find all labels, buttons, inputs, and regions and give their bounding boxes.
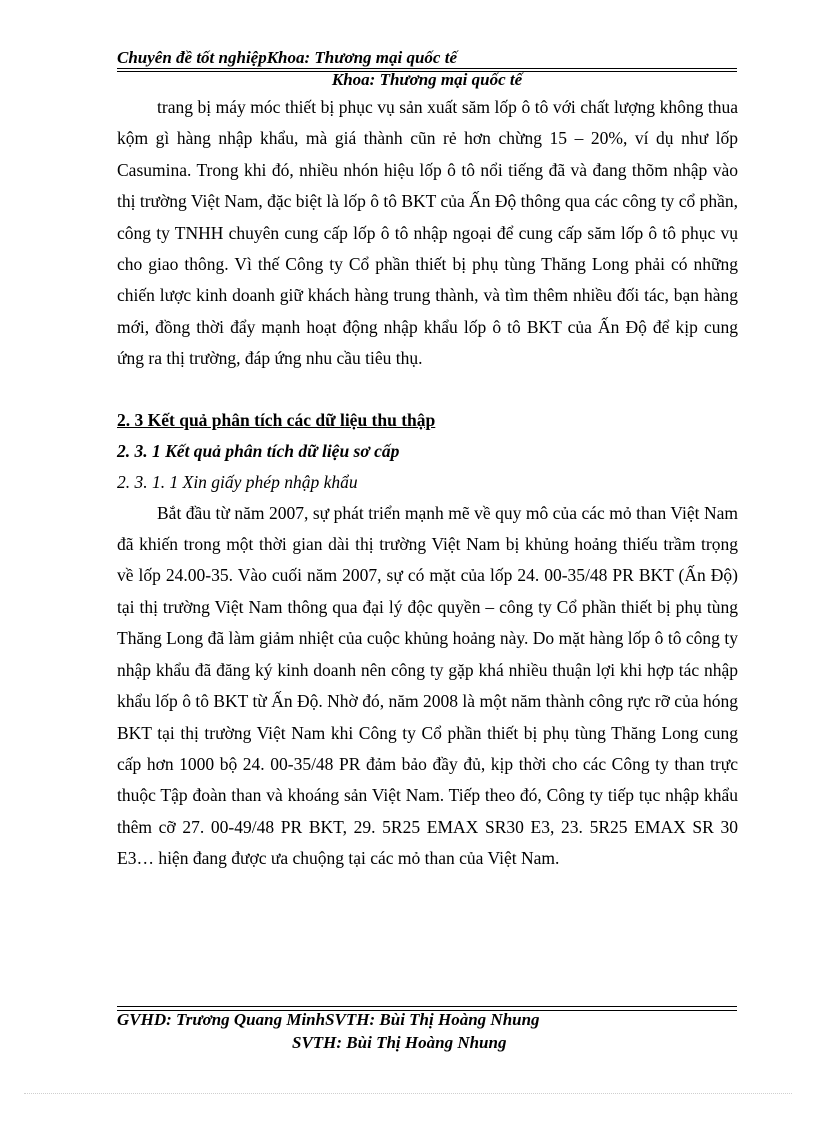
header-title: Chuyên đề tốt nghiệpKhoa: Thương mại quốc tế	[117, 48, 457, 67]
document-body	[117, 92, 738, 875]
section-heading: 2. 3 Kết quả phân tích các dữ liệu thu thập	[117, 409, 436, 430]
header-rule-top	[117, 68, 737, 69]
paragraph-import-license: Bắt đầu từ năm 2007, sự phát triển mạnh mẽ về quy mô của các mỏ than Việt Nam đã khiến trong một thời gian dài thị trường Việt Nam bị khủng hoảng thiếu trầm trọng về lốp 24.00-35. Vào cuối năm 2007, sự có mặt của lốp 24. 00-35/48 PR BKT (Ấn Độ) tại thị trường Việt Nam thông qua đại lý độc quyền – công ty Cổ phần thiết bị phụ tùng Thăng Long đã làm giảm nhiệt của cuộc khủng hoảng này. Do mặt hàng lốp ô tô công ty nhập khẩu đã đăng ký kinh doanh nên công ty gặp khá nhiều thuận lợi khi hợp tác nhập khẩu lốp ô tô BKT từ Ấn Độ. Nhờ đó, năm 2008 là một năm thành công rực rỡ của hóng BKT tại thị trường Việt Nam khi Công ty Cổ phần thiết bị phụ tùng Thăng Long cung cấp hơn 1000 bộ 24. 00-35/48 PR đảm bảo đầy đủ, kịp thời cho các Công ty than trực thuộc Tập đoàn than và khoáng sản Việt Nam. Tiếp theo đó, Công ty tiếp tục nhập khẩu thêm cỡ 27. 00-49/48 PR BKT, 29. 5R25 EMAX SR30 E3, 23. 5R25 EMAX SR 30 E3… hiện đang được ưa chuộng tại các mỏ than của Việt Nam.	[117, 502, 738, 869]
header-department: Khoa: Thương mại quốc tế	[331, 70, 523, 89]
footer-rule-top	[117, 1006, 737, 1007]
page-bottom-edge	[24, 1093, 792, 1094]
footer-student: SVTH: Bùi Thị Hoàng Nhung	[292, 1033, 507, 1052]
subsection-heading: 2. 3. 1 Kết quả phân tích dữ liệu sơ cấp	[117, 440, 400, 461]
section-gap	[117, 375, 738, 405]
paragraph-intro: trang bị máy móc thiết bị phục vụ sản xuất săm lốp ô tô với chất lượng không thua kộm gì hàng nhập khẩu, mà giá thành cũn rẻ hơn chừng 15 – 20%, ví dụ như lốp Casumina. Trong khi đó, nhiều nhón hiệu lốp ô tô nổi tiếng đã và đang thõm nhập vào thị trường Việt Nam, đặc biệt là lốp ô tô BKT của Ấn Độ thông qua các công ty cổ phần, công ty TNHH chuyên cung cấp lốp ô tô nhập ngoại để cung cấp săm lốp ô tô phục vụ cho giao thông. Vì thế Công ty Cổ phần thiết bị phụ tùng Thăng Long phải có những chiến lược kinh doanh giữ khách hàng trung thành, và tìm thêm nhiều đối tác, bạn hàng mới, đồng thời đẩy mạnh hoạt động nhập khẩu lốp ô tô BKT của Ấn Độ để kịp cung ứng ra thị trường, đáp ứng nhu cầu tiêu thụ.	[117, 97, 738, 369]
subsubsection-heading: 2. 3. 1. 1 Xin giấy phép nhập khẩu	[117, 471, 358, 492]
footer-advisor: GVHD: Trương Quang MinhSVTH: Bùi Thị Hoàng Nhung	[117, 1010, 540, 1029]
